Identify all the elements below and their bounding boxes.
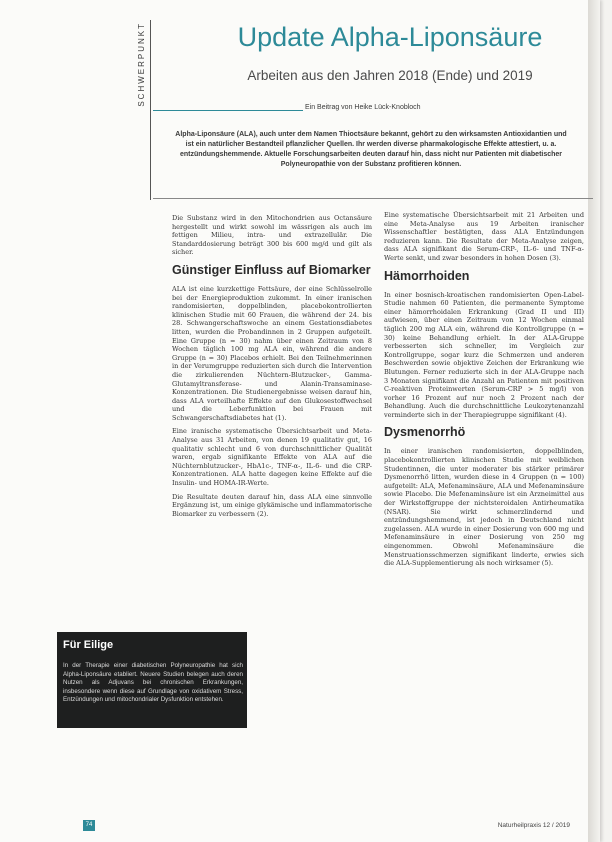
- heading-dysmenorrhoe: Dysmenorrhö: [384, 425, 466, 440]
- article-subtitle: Arbeiten aus den Jahren 2018 (Ende) und 2019: [247, 68, 533, 83]
- page-edge: [588, 0, 600, 842]
- lead-paragraph: Alpha-Liponsäure (ALA), auch unter dem Namen Thioctsäure bekannt, gehört zu den wirksamsten Antioxidantien und ist ein natürlicher Bestandteil pflanzlicher Quellen. Ihr werden diverse pharmakologische Effekte attestiert, u. a. entzündungshemmende. Aktuelle Forschungsarbeiten deuten darauf hin, dass nicht nur Patienten mit diabetischer Polyneuropathie von der Substanz profitieren können.: [175, 131, 567, 168]
- right-paragraph-1: In einer bosnisch-kroatischen randomisierten Open-Label-Studie nahmen 60 Patienten, die permanente Symptome einer hämorrhoidalen Erkrankung (Grad II und III) aufwiesen, über einen Zeitraum von 12 Wochen einmal täglich 200 mg ALA ein, während die Kontrollgruppe (n = 30) keine Behandlung erhielt. In der ALA-Gruppe verbesserten sich schneller, im Vergleich zur Kontrollgruppe, sogar kurz die Schmerzen und anderen Beschwerden sowie objektive Zeichen der Erkrankung wie Blutungen. Ferner reduzierte sich in der ALA-Gruppe nach 3 Monaten signifikant die Anzahl an Patienten mit positiven C-reaktiven Proteinwerten (Serum-CRP > 5 mg/l) von vorher 16 Prozent auf nur noch 2 Prozent nach der Behandlung. Auch die durchschnittliche Leukozytenanzahl verminderte sich in der Therapiegruppe signifikant (4).: [384, 290, 584, 419]
- article-title: Update Alpha-Liponsäure: [237, 22, 543, 52]
- right-paragraph-2: In einer iranischen randomisierten, doppelblinden, placebokontrollierten klinischen Studie mit weiblichen Studentinnen, die unter moderater bis stärker primärer Dysmenorrhö litten, wurden diese in 4 Gruppen (n = 100) aufgeteilt: ALA, Mefenaminsäure, ALA und Mefenaminsäure sowie Placebo. Die Mefenaminsäure ist ein Arzneimittel aus der Wirkstoffgruppe der nichtsteroidalen Antirheumatika (NSAR). Sie wirkt schmerzlindernd und entzündungshemmend, ist jedoch in Deutschland nicht zugelassen. ALA wurde in einer Dosierung von 600 mg und Mefenaminsäure in einer Dosierung von 250 mg eingenommen. Obwohl Mefenaminsäure die Menstruationsschmerzen signifikant linderte, erwies sich die ALA-Supplementierung als noch wirksamer (5).: [384, 447, 584, 568]
- right-column: [384, 211, 584, 731]
- section-label: SCHWERPUNKT: [137, 22, 146, 107]
- byline: Ein Beitrag von Heike Lück-Knobloch: [305, 104, 421, 111]
- right-intro: Eine systematische Übersichtsarbeit mit 21 Arbeiten und eine Meta-Analyse aus 19 Arbeiten iranischer Wissenschaftler bestätigten, dass ALA Entzündungen reduzieren kann. Die Resultate der Meta-Analyse zeigen, dass ALA signifikant die Serum-CRP-, IL-6- und TNF-α-Werte senkt, und zwar besonders in hohen Dosen (3).: [384, 211, 584, 262]
- left-paragraph-2: Eine iranische systematische Übersichtsarbeit und Meta-Analyse aus 31 Arbeiten, von denen 19 qualitativ gut, 16 qualitativ schlecht und 6 von durchschnittlicher Qualität waren, ergab signifikante Effekte von ALA auf die Nüchternblutzucker-, HbA1c-, TNF-α-, IL-6- und die CRP-Konzentrationen. ALA hatte dagegen keine Effekte auf die Insulin- und HOMA-IR-Werte.: [172, 427, 372, 488]
- heading-biomarker: Günstiger Einfluss auf Biomarker: [172, 262, 371, 277]
- summary-box-text: In der Therapie einer diabetischen Polyneuropathie hat sich Alpha-Liponsäure etabliert. Neuere Studien belegen auch deren Nutzen als Adjuvans bei chronischen Erkrankungen, insbesondere wenn diese auf Grundlage von oxidativem Stress, Entzündungen und mitochondrialer Dysfunktion entstehen.: [63, 662, 243, 704]
- left-intro: Die Substanz wird in den Mitochondrien aus Octansäure hergestellt und wirkt sowohl im wässrigen als auch im fettigen Milieu, intra- und extrazellulär. Die Standarddosierung beträgt 300 bis 600 mg/d und gilt als sicher.: [172, 214, 372, 257]
- page-number: 74: [83, 820, 95, 831]
- left-paragraph-3: Die Resultate deuten darauf hin, dass ALA eine sinnvolle Ergänzung ist, um einige glykämische und inflammatorische Biomarker zu verbessern (2).: [172, 492, 372, 518]
- summary-box: [57, 632, 247, 728]
- heading-haemorrhoiden: Hämorrhoiden: [384, 268, 470, 283]
- journal-footer: Naturheilpraxis 12 / 2019: [497, 822, 570, 829]
- vertical-rule: [150, 20, 151, 200]
- summary-box-title: Für Eilige: [63, 639, 114, 651]
- lead-divider: [153, 198, 593, 199]
- byline-rule: [153, 110, 303, 111]
- left-paragraph-1: ALA ist eine kurzkettige Fettsäure, der eine Schlüsselrolle bei der Energieproduktion zukommt. In einer iranischen randomisierten, doppelblinden, placebokontrollierten klinischen Studie mit 60 Frauen, die während der 24. bis 28. Schwangerschaftswoche an einem Gestationsdiabetes litten, wurden die Probandinnen in 2 Gruppen aufgeteilt. Eine Gruppe (n = 30) nahm über einen Zeitraum von 8 Wochen täglich 100 mg ALA ein, während die andere Gruppe (n = 30) Placebos erhielt. Bei den Teilnehmerinnen in der Verumgruppe reduzierten sich durch die Intervention die zirkulierenden Nüchtern-Blutzucker-, Gamma-Glutamyltransferase- und Alanin-Transaminase-Konzentrationen. Die Studienergebnisse weisen darauf hin, dass ALA vorteilhafte Effekte auf den Glukosestoffwechsel und die Leberfunktion bei Frauen mit Schwangerschaftsdiabetes hat (1).: [172, 284, 372, 422]
